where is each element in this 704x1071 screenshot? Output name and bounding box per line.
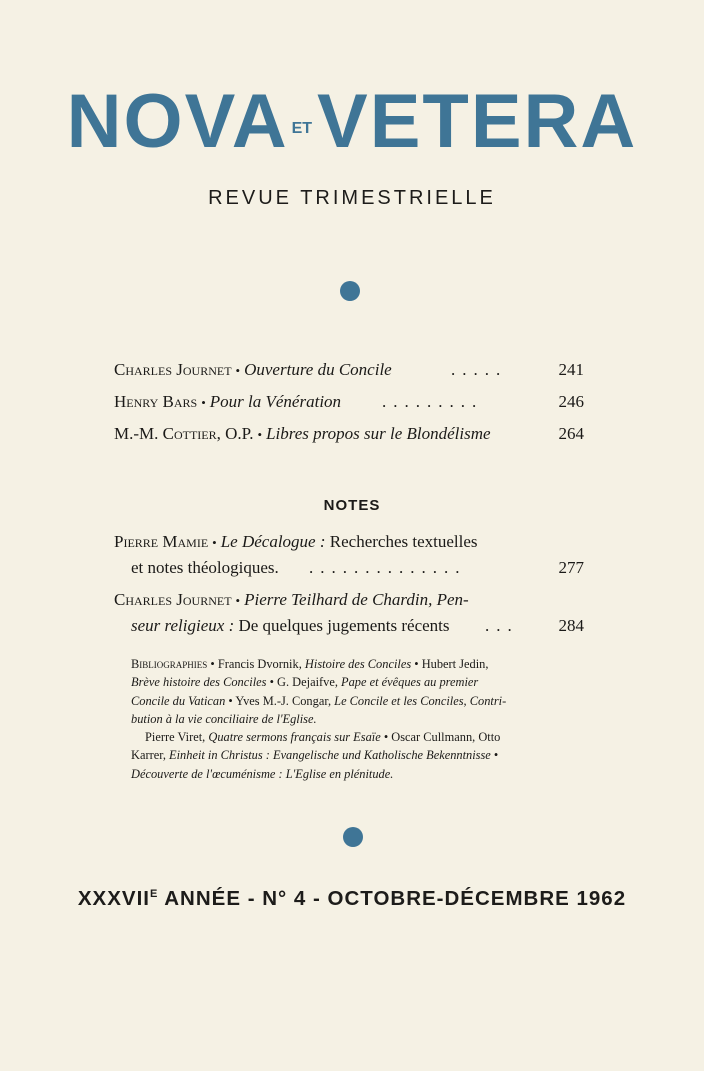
article-page: 241 xyxy=(558,360,584,379)
note-entry-continued xyxy=(131,558,584,582)
article-entry xyxy=(114,424,584,448)
dot-leader: ......... xyxy=(382,392,484,411)
title-vetera: VETERA xyxy=(317,79,638,164)
bullet: • xyxy=(210,657,215,671)
bullet: • xyxy=(257,427,263,442)
note-subtitle: Recherches textuelles xyxy=(329,532,478,551)
note-subtitle: De quelques jugements récents xyxy=(238,616,450,635)
bib-author: Yves M.-J. Congar, xyxy=(235,693,332,708)
ornament-dot-top xyxy=(340,281,360,301)
article-entry xyxy=(114,360,584,384)
bib-author: Pierre Viret, xyxy=(145,730,206,745)
bibliographies-block xyxy=(131,655,585,783)
ornament-dot-bottom xyxy=(343,827,363,847)
dot-leader: .............. xyxy=(309,558,467,577)
note-page: 277 xyxy=(558,558,584,577)
dot-leader: ... xyxy=(485,616,519,635)
issue-footer xyxy=(0,887,704,911)
article-author: M.-M. Cottier, O.P. xyxy=(114,424,254,443)
bullet: • xyxy=(228,693,233,708)
note-title: Le Décalogue : xyxy=(220,532,326,551)
title-nova: NOVA xyxy=(66,79,289,164)
bib-title: Histoire des Conciles xyxy=(304,657,412,671)
bib-title: Concile du Vatican xyxy=(131,693,226,708)
bib-author: Karrer, xyxy=(131,748,166,763)
bullet: • xyxy=(201,395,206,410)
bullet: • xyxy=(235,593,241,608)
article-page: 246 xyxy=(558,392,584,411)
bib-author: Hubert Jedin, xyxy=(421,657,489,671)
note-author: Pierre Mamie xyxy=(114,532,209,551)
note-title: Pierre Teilhard de Chardin, Pen- xyxy=(244,590,469,609)
bibliographies-label: Bibliographies xyxy=(131,657,208,671)
bib-author: Oscar Cullmann, Otto xyxy=(391,730,501,745)
note-line2: et notes théologiques. xyxy=(131,558,279,577)
journal-subtitle: REVUE TRIMESTRIELLE xyxy=(208,187,496,209)
bib-title: Pape et évêques au premier xyxy=(341,675,479,690)
article-title: Ouverture du Concile xyxy=(244,360,392,379)
article-page: 264 xyxy=(558,424,584,443)
note-entry xyxy=(114,532,584,556)
article-author: Henry Bars xyxy=(114,392,198,411)
bib-title: Quatre sermons français sur Esaïe xyxy=(208,730,381,745)
journal-title xyxy=(0,80,704,164)
volume-number: XXXVII xyxy=(77,887,150,910)
bullet: • xyxy=(414,657,419,671)
volume-suffix: E xyxy=(149,888,159,900)
bullet: • xyxy=(269,675,274,690)
bib-title: bution à la vie conciliaire de l'Eglise. xyxy=(131,711,317,726)
note-title-cont: seur religieux : xyxy=(131,616,235,635)
bib-author: Francis Dvornik, xyxy=(217,657,302,671)
note-page: 284 xyxy=(558,616,584,635)
article-title: Pour la Vénération xyxy=(209,392,342,411)
bib-author: G. Dejaifve, xyxy=(277,675,338,690)
dot-leader: ..... xyxy=(451,360,508,379)
bib-title: Le Concile et les Conciles, Contri- xyxy=(334,693,507,708)
bullet: • xyxy=(383,730,389,745)
note-entry-continued xyxy=(131,616,584,640)
notes-heading: NOTES xyxy=(323,497,381,514)
title-et: ET xyxy=(291,120,313,137)
article-title: Libres propos sur le Blondélisme xyxy=(266,424,491,443)
note-entry xyxy=(114,590,584,614)
bib-title: Einheit in Christus : Evangelische und Katholische Bekenntnisse xyxy=(169,748,491,763)
bullet: • xyxy=(212,535,217,550)
article-entry xyxy=(114,392,584,416)
bullet: • xyxy=(493,748,499,763)
bib-title: Brève histoire des Conciles xyxy=(131,675,267,690)
issue-details: ANNÉE - N° 4 - OCTOBRE-DÉCEMBRE 1962 xyxy=(158,887,627,910)
bullet: • xyxy=(235,363,241,378)
article-author: Charles Journet xyxy=(114,360,232,379)
bib-title: Découverte de l'œcuménisme : L'Eglise en plénitude. xyxy=(131,766,394,781)
note-author: Charles Journet xyxy=(114,590,232,609)
